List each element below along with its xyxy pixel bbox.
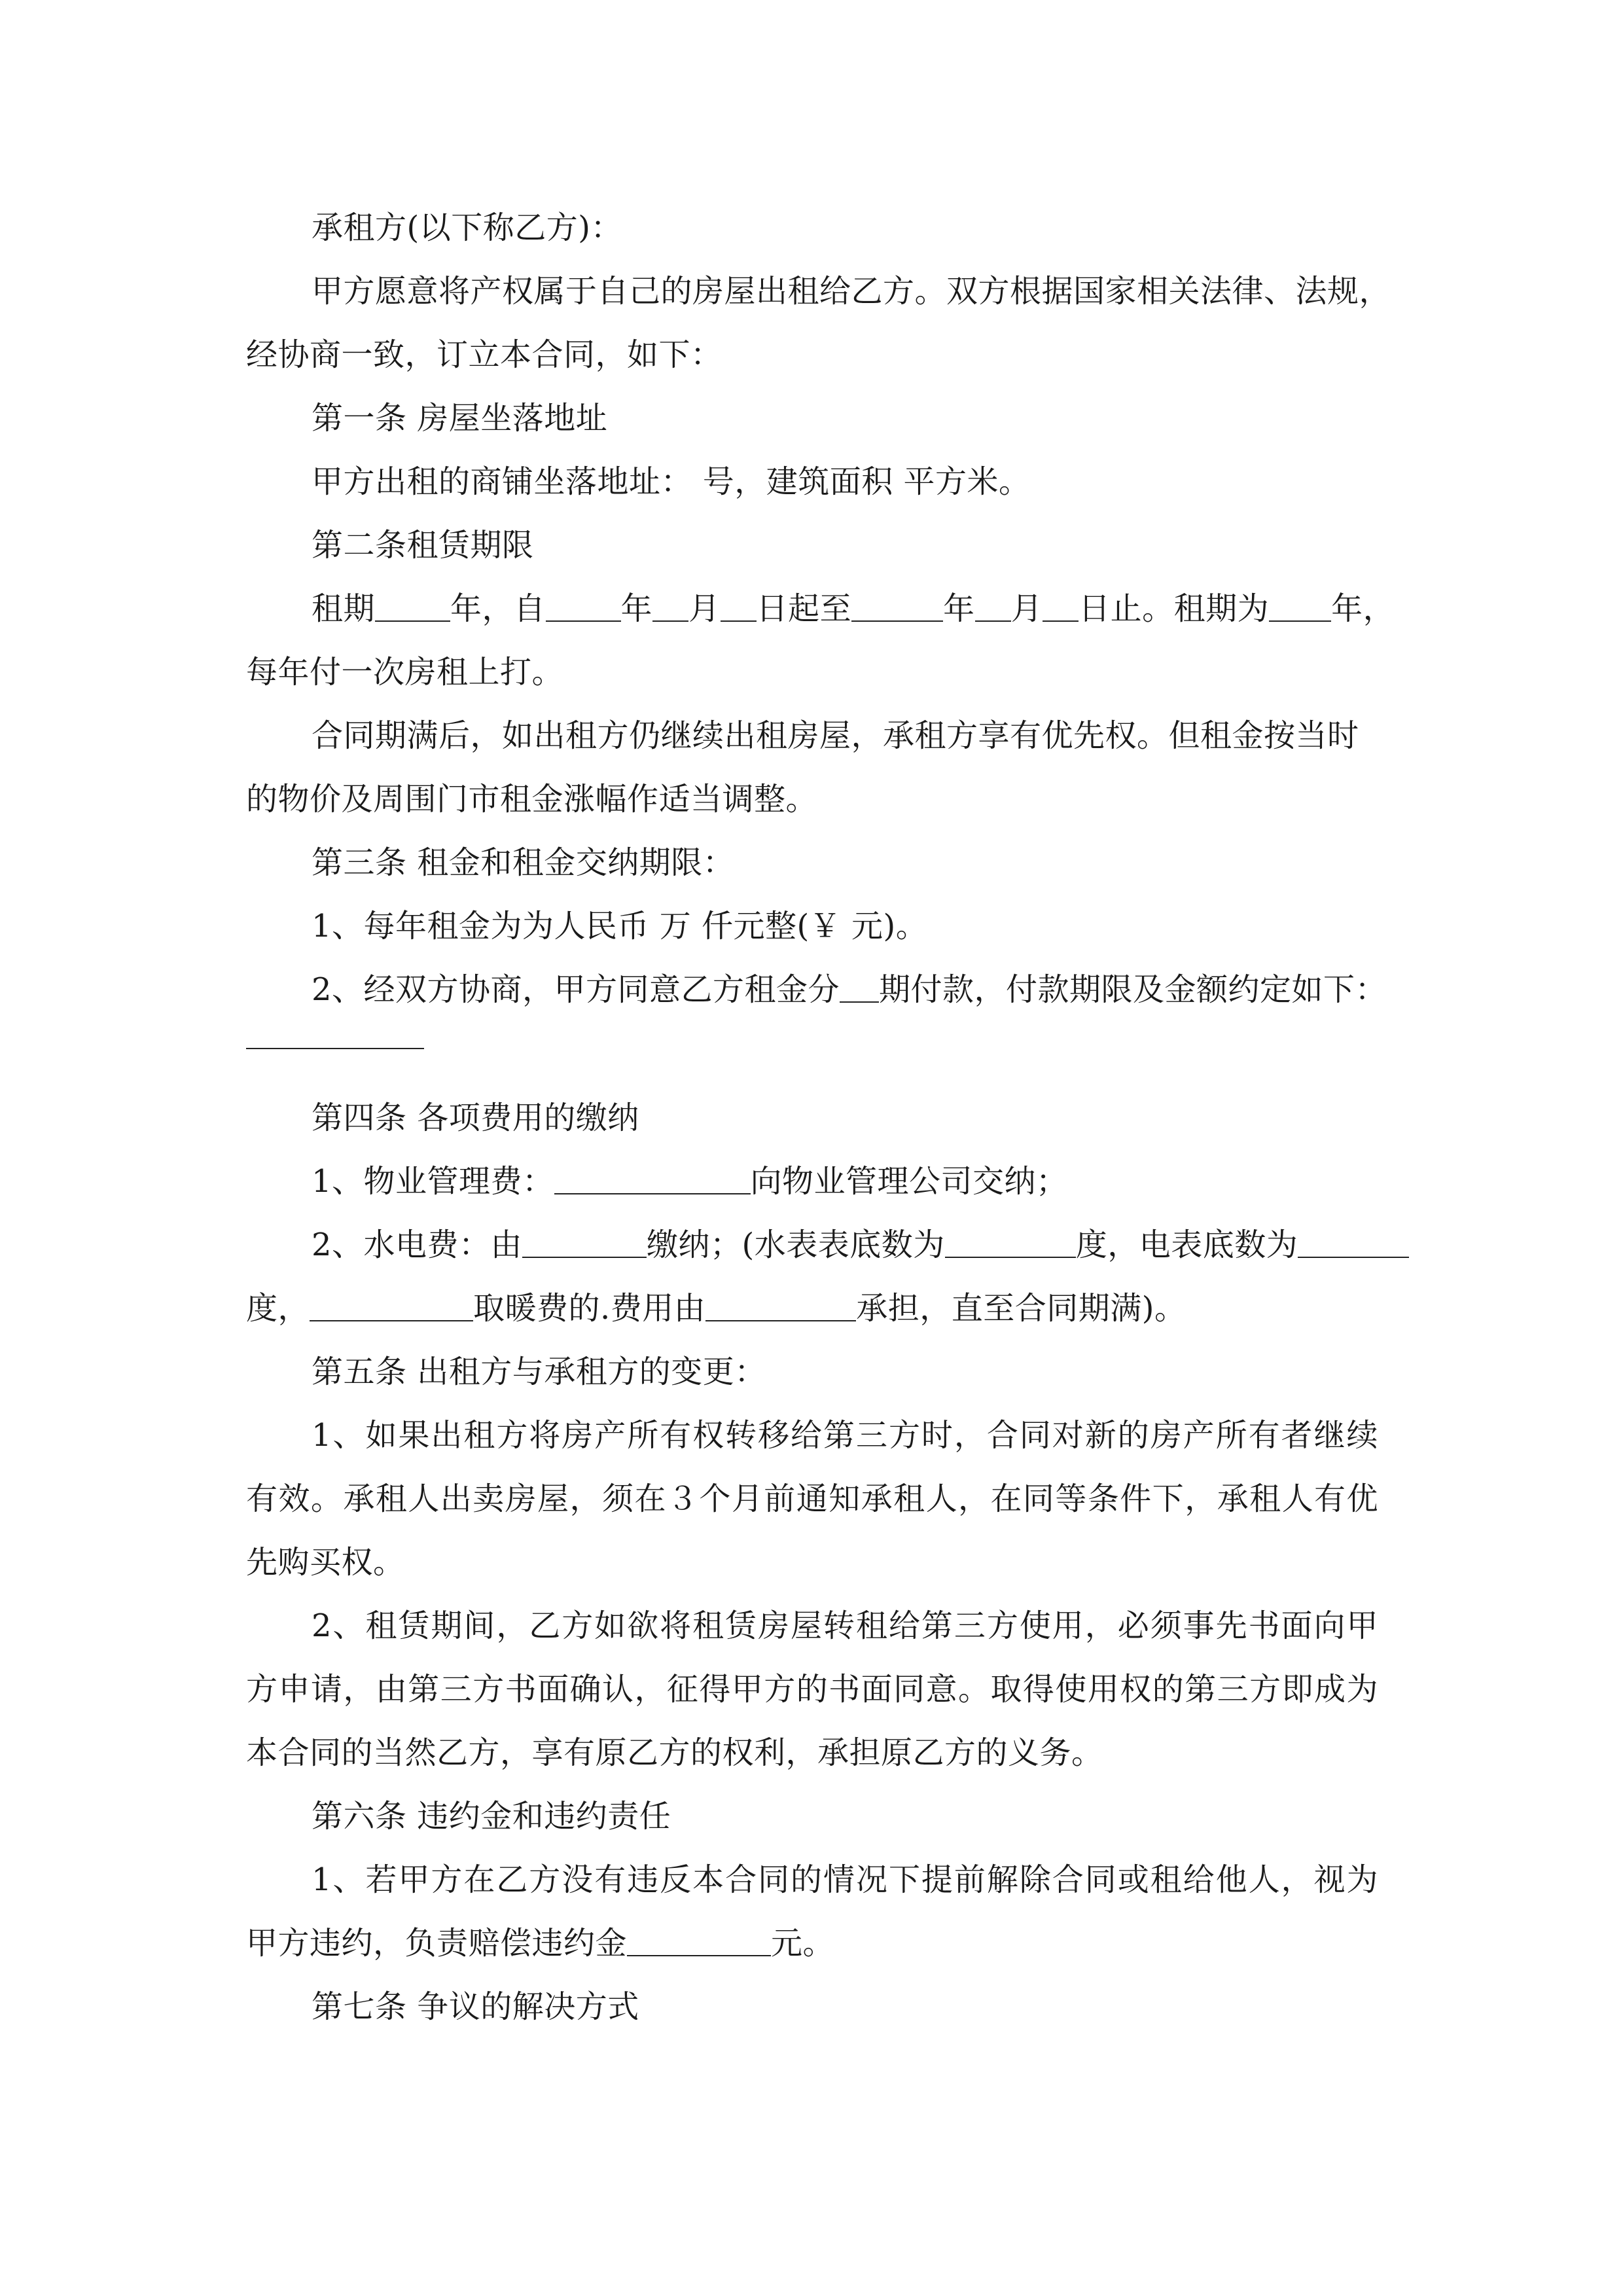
blank-end-month <box>975 589 1011 622</box>
renewal-line-2: 的物价及周围门市租金涨幅作适当调整。 <box>246 781 818 817</box>
text: 租期 <box>312 590 376 627</box>
annual-rent-line: 1、每年租金为为人民币 万 仟元整(￥ 元)。 <box>312 908 928 944</box>
text: 1、物业管理费： <box>312 1163 554 1200</box>
transfer-paragraph: 1、如果出租方将房产所有权转移给第三方时，合同对新的房产所有者继续有效。承租人出卖房屋，须在３个月前通知承租人，在同等条件下，承租人有优先购买权。 <box>246 1417 1378 1581</box>
intro-line-2: 经协商一致，订立本合同，如下： <box>246 336 722 373</box>
blank-years <box>375 589 450 622</box>
text: 月 <box>1010 590 1043 627</box>
text: 日起至 <box>756 590 852 627</box>
contract-page <box>246 196 1395 2039</box>
blank-start-month <box>652 589 688 622</box>
text: 2、经双方协商，甲方同意乙方租金分 <box>312 971 840 1008</box>
text: 年， <box>1331 590 1395 627</box>
property-fee-line <box>246 1150 1378 1213</box>
heating-line <box>246 1277 1378 1340</box>
blank-power-reading <box>1298 1225 1409 1258</box>
address-line: 甲方出租的商铺坐落地址： 号，建筑面积 平方米。 <box>312 463 1031 500</box>
blank-heating <box>310 1289 473 1321</box>
article-6-heading: 第六条 违约金和违约责任 <box>312 1798 671 1835</box>
installment-blank-line <box>246 1022 424 1049</box>
text: 元。 <box>771 1925 835 1962</box>
blank-property-fee <box>554 1162 751 1194</box>
text: 期付款，付款期限及金额约定如下： <box>879 971 1387 1008</box>
text: 1、若甲方在乙方没有违反本合同的情况下提前解除合同或租给他人，视为甲方违约，负责赔偿违约金 <box>246 1861 1378 1962</box>
text: 取暖费的.费用由 <box>473 1290 706 1327</box>
breach-paragraph <box>246 1848 1378 1975</box>
installment-line <box>246 958 1387 1022</box>
intro-line-1: 甲方愿意将产权属于自己的房屋出租给乙方。双方根据国家相关法律、法规， <box>312 273 1391 310</box>
article-2-heading: 第二条租赁期限 <box>312 527 534 564</box>
text: 日止。租期为 <box>1079 590 1270 627</box>
lease-term-line <box>246 577 1395 641</box>
blank-end-year <box>851 589 943 622</box>
lessee-line: 承租方(以下称乙方)： <box>312 209 622 246</box>
article-4-heading: 第四条 各项费用的缴纳 <box>312 1100 639 1136</box>
blank-end-day <box>1043 589 1079 622</box>
blank-term <box>1269 589 1331 622</box>
text: 度， <box>246 1290 310 1327</box>
blank-penalty <box>627 1924 771 1956</box>
text: 向物业管理公司交纳； <box>750 1163 1068 1200</box>
article-7-heading: 第七条 争议的解决方式 <box>312 1988 639 2025</box>
text: 月 <box>688 590 721 627</box>
renewal-line-1: 合同期满后，如出租方仍继续出租房屋，承租方享有优先权。但租金按当时 <box>312 717 1359 754</box>
article-1-heading: 第一条 房屋坐落地址 <box>312 400 608 437</box>
payment-frequency-line: 每年付一次房租上打。 <box>246 654 564 691</box>
blank-start-year <box>546 589 621 622</box>
blank-start-day <box>721 589 757 622</box>
text: 2、水电费：由 <box>312 1227 523 1263</box>
sublease-paragraph: 2、租赁期间，乙方如欲将租赁房屋转租给第三方使用，必须事先书面向甲方申请，由第三方书面确认，征得甲方的书面同意。取得使用权的第三方即成为本合同的当然乙方，享有原乙方的权利，承担原乙方的义务。 <box>246 1607 1378 1771</box>
blank-installments <box>840 970 879 1003</box>
text: 年 <box>620 590 653 627</box>
blank-utilities-payer <box>522 1225 647 1258</box>
text: 年，自 <box>450 590 546 627</box>
text: 年 <box>943 590 975 627</box>
text: 缴纳；(水表表底数为 <box>647 1227 945 1263</box>
article-5-heading: 第五条 出租方与承租方的变更： <box>312 1354 766 1390</box>
text: 度，电表底数为 <box>1075 1227 1298 1263</box>
article-3-heading: 第三条 租金和租金交纳期限： <box>312 844 735 881</box>
blank-fee-payer <box>705 1289 856 1321</box>
utilities-line <box>246 1213 1378 1277</box>
text: 承担，直至合同期满)。 <box>856 1290 1186 1327</box>
blank-water-reading <box>945 1225 1076 1258</box>
